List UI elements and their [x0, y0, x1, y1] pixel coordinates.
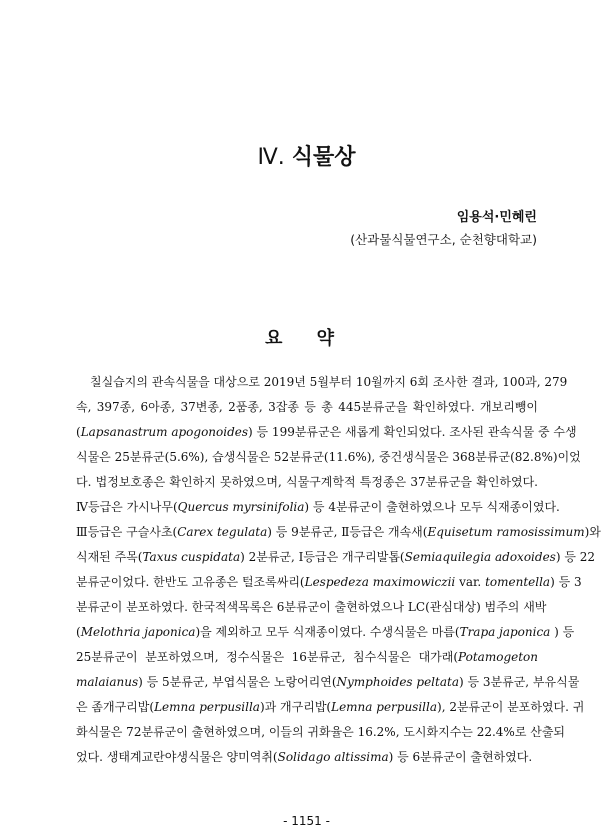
summary-text: ) 등 6분류군이 출현하였다. — [388, 750, 533, 764]
summary-text: ) 등 4분류군이 출현하였으나 모두 식재종이였다. — [304, 500, 560, 514]
scientific-name: Lespedeza maximowiczii — [304, 575, 456, 589]
summary-text: ) 등 — [550, 625, 575, 639]
summary-text: 었다. 생태계교란야생식물은 양미역취( — [76, 750, 278, 764]
summary-line — [76, 497, 560, 522]
chapter-title — [0, 140, 613, 171]
summary-text: ) 2분류군, Ⅰ등급은 개구리발톱( — [240, 550, 405, 564]
summary-line — [76, 697, 585, 722]
summary-text: ), 2분류군이 분포하였다. 귀 — [437, 700, 585, 714]
summary-line — [76, 572, 582, 597]
summary-text: ) 등 9분류군, Ⅱ등급은 개속새( — [267, 525, 428, 539]
summary-text: Ⅲ등급은 구슬사초( — [76, 525, 178, 539]
summary-line — [76, 672, 580, 697]
author-affiliation: (산과물식물연구소, 순천향대학교) — [350, 232, 537, 247]
scientific-name: Potamogeton — [458, 650, 538, 664]
summary-line — [76, 622, 575, 647]
summary-text: 식재된 주목( — [76, 550, 143, 564]
scientific-name: Lemna perpusilla — [154, 700, 260, 714]
summary-text: 분류군이 분포하였다. 한국적색목록은 6분류군이 출현하였으나 LC(관심대상) 범주의 새박 — [76, 600, 547, 614]
summary-text: ) 등 3 — [550, 575, 582, 589]
summary-text: 다. 법정보호종은 확인하지 못하였으며, 식물구계학적 특정종은 37분류군을 확인하였다. — [76, 475, 538, 489]
scientific-name: Melothria japonica — [80, 625, 196, 639]
summary-text: 분류군이었다. 한반도 고유종은 털조록싸리( — [76, 575, 305, 589]
summary-text: )을 제외하고 모두 식재종이였다. 수생식물은 마름( — [195, 625, 460, 639]
summary-text: ( — [76, 625, 81, 639]
summary-line — [76, 547, 596, 572]
scientific-name: Taxus cuspidata — [142, 550, 241, 564]
summary-text: 칠실습지의 관속식물을 대상으로 2019년 5월부터 10월까지 6회 조사한 결과, 100과, 279 — [90, 375, 568, 389]
summary-text: ) 등 199분류군은 새롭게 확인되었다. 조사된 관속식물 중 수생 — [248, 425, 577, 439]
author-names: 임용석·민혜린 — [456, 210, 537, 225]
scientific-name: Quercus myrsinifolia — [177, 500, 305, 514]
scientific-name: Lemna perpusilla — [331, 700, 438, 714]
chapter-name: 식물상 — [291, 145, 356, 170]
summary-line — [76, 647, 538, 672]
chapter-number: Ⅳ. — [257, 145, 285, 170]
scientific-name: Carex tegulata — [177, 525, 268, 539]
summary-text: 화식물은 72분류군이 출현하였으며, 이들의 귀화율은 16.2%, 도시화지수는 22.4%로 산출되 — [76, 725, 566, 739]
summary-text: ( — [76, 425, 81, 439]
scientific-name: Semiaquilegia adoxoides — [404, 550, 556, 564]
summary-line — [76, 722, 566, 747]
summary-line — [76, 372, 568, 397]
summary-line — [76, 397, 538, 422]
summary-line — [76, 472, 538, 497]
summary-line — [76, 747, 538, 772]
summary-body — [76, 372, 601, 772]
scientific-name: Lapsanastrum apogonoides — [80, 425, 249, 439]
scientific-name: Solidago altissima — [277, 750, 389, 764]
scientific-name: Equisetum ramosissimum — [427, 525, 585, 539]
scientific-name: Nymphoides peltata — [336, 675, 459, 689]
summary-text: var. — [455, 575, 486, 589]
summary-text: 은 좀개구리밥( — [76, 700, 155, 714]
scientific-name: tomentella — [485, 575, 551, 589]
scientific-name: malaianus — [76, 675, 139, 689]
summary-text: )와 — [584, 525, 601, 539]
scientific-name: Trapa japonica — [459, 625, 551, 639]
summary-line — [76, 522, 601, 547]
page-number: - 1151 - — [283, 814, 330, 828]
summary-text: 식물은 25분류군(5.6%), 습생식물은 52분류군(11.6%), 중건생식물은 368분류군(82.8%)이었 — [76, 450, 581, 464]
summary-text: ) 등 3분류군, 부유식물 — [458, 675, 580, 689]
summary-line — [76, 422, 577, 447]
summary-text: ) 등 22 — [555, 550, 596, 564]
summary-text: 25분류군이 분포하였으며, 정수식물은 16분류군, 침수식물은 대가래( — [76, 650, 459, 664]
summary-text: 속, 397종, 6아종, 37변종, 2품종, 3잡종 등 총 445분류군을 확인하였다. 개보리뺑이 — [76, 400, 538, 414]
section-heading: 요 약 — [264, 328, 349, 349]
summary-text: ) 등 5분류군, 부엽식물은 노랑어리연( — [138, 675, 337, 689]
summary-text: )과 개구리밥( — [259, 700, 332, 714]
summary-line — [76, 597, 547, 622]
summary-line — [76, 447, 581, 472]
summary-text: Ⅳ등급은 가시나무( — [76, 500, 178, 514]
